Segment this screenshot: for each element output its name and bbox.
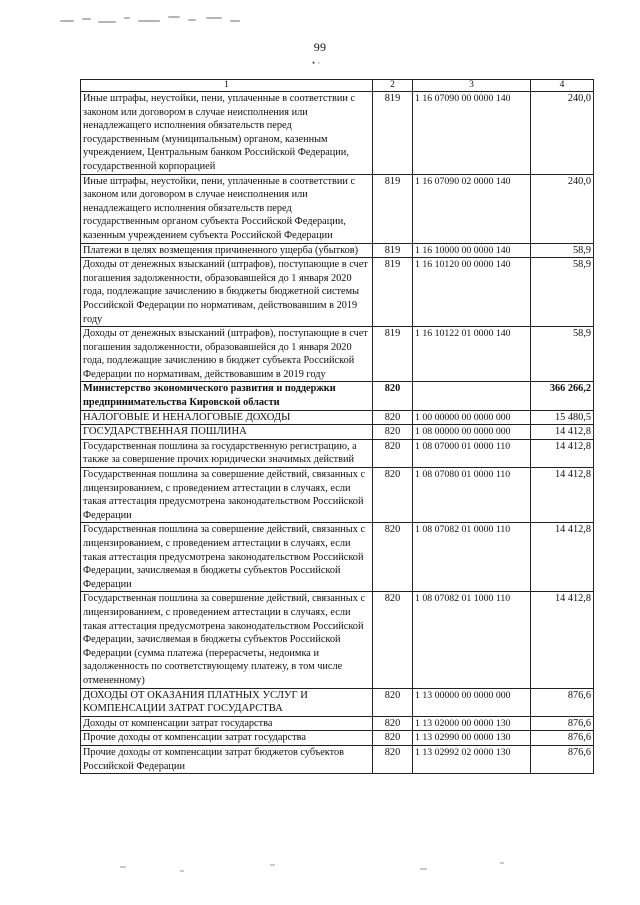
row-amount-cell: 58,9	[531, 258, 594, 327]
row-budget-code-cell	[413, 382, 531, 410]
column-header: 3	[413, 80, 531, 92]
table-row	[81, 410, 594, 425]
row-budget-code-cell: 1 16 10122 01 0000 140	[413, 327, 531, 382]
row-amount-cell: 58,9	[531, 327, 594, 382]
scan-artifact-marks-bottom	[120, 858, 540, 878]
table-row	[81, 92, 594, 175]
revenue-table	[80, 79, 594, 774]
row-amount-cell: 876,6	[531, 745, 594, 773]
row-name-cell: Министерство экономического развития и поддержки предпринимательства Кировской области	[81, 382, 373, 410]
row-amount-cell: 58,9	[531, 243, 594, 258]
scan-dot-mark: • ·	[312, 58, 321, 68]
row-admin-code-cell: 820	[373, 745, 413, 773]
row-amount-cell: 14 412,8	[531, 468, 594, 523]
table-row	[81, 174, 594, 243]
scan-artifact-marks	[60, 8, 280, 34]
row-name-cell: НАЛОГОВЫЕ И НЕНАЛОГОВЫЕ ДОХОДЫ	[81, 410, 373, 425]
table-header-row	[81, 80, 594, 92]
row-budget-code-cell: 1 08 07000 01 0000 110	[413, 439, 531, 467]
row-budget-code-cell: 1 08 00000 00 0000 000	[413, 425, 531, 440]
row-name-cell: Доходы от компенсации затрат государства	[81, 716, 373, 731]
row-name-cell: Иные штрафы, неустойки, пени, уплаченные в соответствии с законом или договором в случае неисполнения или ненадлежащего исполнения обязательств перед государственным органом субъекта Российской Федерации, казенным учреждением субъекта Российской Федерации	[81, 174, 373, 243]
row-admin-code-cell: 819	[373, 327, 413, 382]
table-row	[81, 258, 594, 327]
row-admin-code-cell: 820	[373, 523, 413, 592]
row-amount-cell: 14 412,8	[531, 523, 594, 592]
row-admin-code-cell: 819	[373, 243, 413, 258]
row-admin-code-cell: 820	[373, 382, 413, 410]
row-budget-code-cell: 1 16 07090 00 0000 140	[413, 92, 531, 175]
table-row	[81, 327, 594, 382]
row-admin-code-cell: 820	[373, 410, 413, 425]
row-name-cell: Доходы от денежных взысканий (штрафов), поступающие в счет погашения задолженности, образовавшейся до 1 января 2020 года, подлежащие зачислению в бюджет субъекта Российской Федерации по нормативам, действовавшим в 2019 году	[81, 327, 373, 382]
row-amount-cell: 876,6	[531, 716, 594, 731]
row-name-cell: Государственная пошлина за совершение действий, связанных с лицензированием, с проведением аттестации в случаях, если такая аттестация предусмотрена законодательством Российской Федерации	[81, 468, 373, 523]
row-admin-code-cell: 819	[373, 92, 413, 175]
row-name-cell: Платежи в целях возмещения причиненного ущерба (убытков)	[81, 243, 373, 258]
row-budget-code-cell: 1 13 00000 00 0000 000	[413, 688, 531, 716]
table-row	[81, 716, 594, 731]
row-admin-code-cell: 820	[373, 468, 413, 523]
row-admin-code-cell: 820	[373, 592, 413, 688]
row-admin-code-cell: 820	[373, 716, 413, 731]
row-budget-code-cell: 1 16 10000 00 0000 140	[413, 243, 531, 258]
table-row	[81, 688, 594, 716]
row-amount-cell: 876,6	[531, 731, 594, 746]
row-amount-cell: 14 412,8	[531, 425, 594, 440]
table-row	[81, 523, 594, 592]
page-number: 99	[313, 40, 327, 54]
row-name-cell: ДОХОДЫ ОТ ОКАЗАНИЯ ПЛАТНЫХ УСЛУГ И КОМПЕНСАЦИИ ЗАТРАТ ГОСУДАРСТВА	[81, 688, 373, 716]
row-name-cell: Прочие доходы от компенсации затрат государства	[81, 731, 373, 746]
table-row	[81, 468, 594, 523]
column-header: 1	[81, 80, 373, 92]
row-amount-cell: 366 266,2	[531, 382, 594, 410]
table-row	[81, 592, 594, 688]
row-name-cell: Государственная пошлина за государственную регистрацию, а также за совершение прочих юридически значимых действий	[81, 439, 373, 467]
row-name-cell: Доходы от денежных взысканий (штрафов), поступающие в счет погашения задолженности, образовавшейся до 1 января 2020 года, подлежащие зачислению в бюджеты бюджетной системы Российской Федерации по нормативам, действовавшим в 2019 году	[81, 258, 373, 327]
row-name-cell: Государственная пошлина за совершение действий, связанных с лицензированием, с проведением аттестации в случаях, если такая аттестация предусмотрена законодательством Российской Федерации, зачисляемая в бюджеты субъектов Российской Федерации (сумма платежа (перерасчеты, недоимка и задолженность по соответствующему платежу, в том числе отмененному)	[81, 592, 373, 688]
row-admin-code-cell: 820	[373, 425, 413, 440]
table-row	[81, 731, 594, 746]
table-row	[81, 243, 594, 258]
row-budget-code-cell: 1 16 10120 00 0000 140	[413, 258, 531, 327]
table-body	[81, 80, 594, 774]
row-amount-cell: 14 412,8	[531, 592, 594, 688]
row-budget-code-cell: 1 08 07082 01 1000 110	[413, 592, 531, 688]
table-row	[81, 382, 594, 410]
row-admin-code-cell: 820	[373, 688, 413, 716]
row-admin-code-cell: 820	[373, 439, 413, 467]
row-name-cell: Государственная пошлина за совершение действий, связанных с лицензированием, с проведением аттестации в случаях, если такая аттестация предусмотрена законодательством Российской Федерации, зачисляемая в бюджеты субъектов Российской Федерации	[81, 523, 373, 592]
table-row	[81, 745, 594, 773]
row-admin-code-cell: 820	[373, 731, 413, 746]
row-name-cell: ГОСУДАРСТВЕННАЯ ПОШЛИНА	[81, 425, 373, 440]
row-budget-code-cell: 1 08 07080 01 0000 110	[413, 468, 531, 523]
row-budget-code-cell: 1 13 02990 00 0000 130	[413, 731, 531, 746]
row-amount-cell: 14 412,8	[531, 439, 594, 467]
row-name-cell: Прочие доходы от компенсации затрат бюджетов субъектов Российской Федерации	[81, 745, 373, 773]
row-name-cell: Иные штрафы, неустойки, пени, уплаченные в соответствии с законом или договором в случае неисполнения или ненадлежащего исполнения обязательств перед государственным (муниципальным) органом, казенным учреждением, Центральным банком Российской Федерации, государственной корпорацией	[81, 92, 373, 175]
column-header: 4	[531, 80, 594, 92]
table-row	[81, 425, 594, 440]
row-amount-cell: 15 480,5	[531, 410, 594, 425]
row-admin-code-cell: 819	[373, 258, 413, 327]
row-amount-cell: 876,6	[531, 688, 594, 716]
row-amount-cell: 240,0	[531, 92, 594, 175]
row-budget-code-cell: 1 13 02000 00 0000 130	[413, 716, 531, 731]
row-admin-code-cell: 819	[373, 174, 413, 243]
row-budget-code-cell: 1 00 00000 00 0000 000	[413, 410, 531, 425]
row-amount-cell: 240,0	[531, 174, 594, 243]
table-row	[81, 439, 594, 467]
row-budget-code-cell: 1 08 07082 01 0000 110	[413, 523, 531, 592]
column-header: 2	[373, 80, 413, 92]
row-budget-code-cell: 1 13 02992 02 0000 130	[413, 745, 531, 773]
row-budget-code-cell: 1 16 07090 02 0000 140	[413, 174, 531, 243]
